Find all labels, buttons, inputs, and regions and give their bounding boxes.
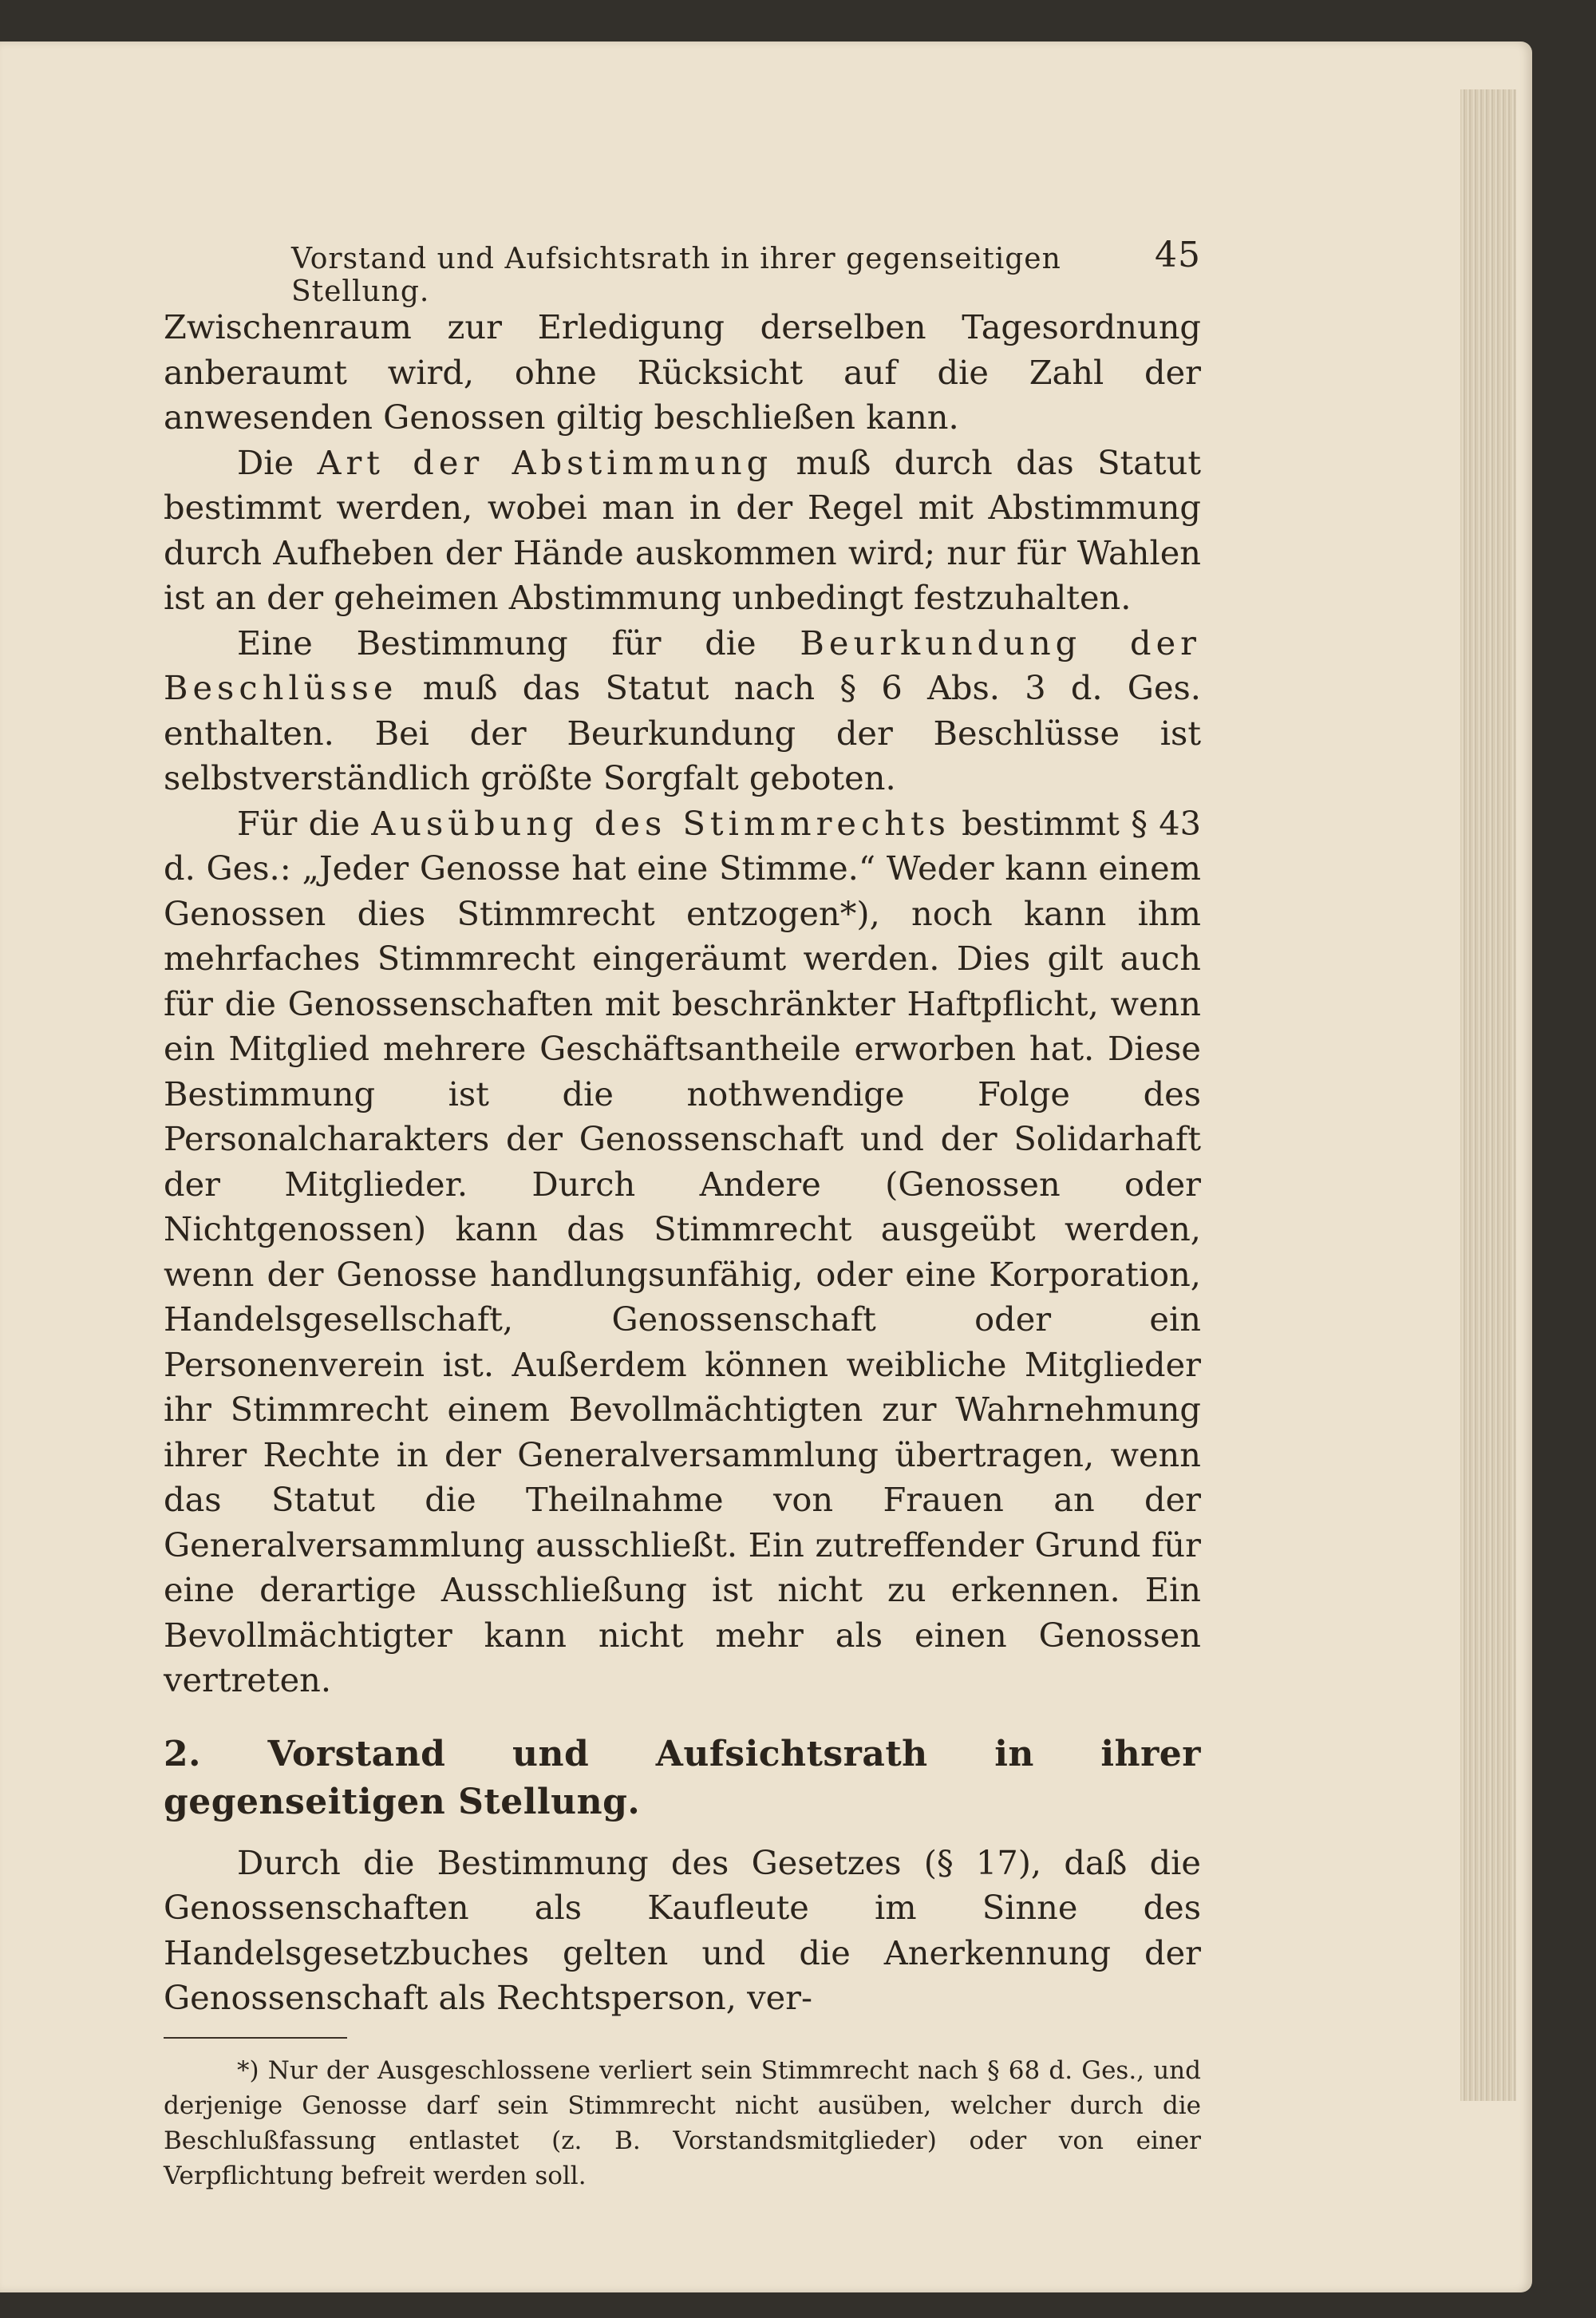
paragraph-3-emphasis: Beurkundung der Beschlüsse <box>164 623 1201 707</box>
paragraph-4-start: Für die <box>237 803 372 843</box>
paragraph-3-rest: muß das Statut nach § 6 Abs. 3 d. Ges. enthalten. Bei der Beurkundung der Beschlüsse ist selbstverständlich größte Sorgfalt geboten. <box>164 668 1201 797</box>
paragraph-4-rest: bestimmt § 43 d. Ges.: „Jeder Genosse hat eine Stimme.“ Weder kann einem Genossen dies Stimmrecht entzogen*), noch kann ihm mehrfaches Stimmrecht eingeräumt werden. Dies gilt auch für die Genossenschaften mit beschränkter Haftpflicht, wenn ein Mitglied mehrere Geschäftsantheile erworben hat. Diese Bestimmung ist die nothwendige Folge des Personalcharakters der Genossenschaft und der Solidarhaft der Mitglieder. Durch Andere (Genossen oder Nichtgenossen) kann das Stimmrecht ausgeübt werden, wenn der Genosse handlungsunfähig, oder eine Korporation, Handelsgesellschaft, Genossenschaft oder ein Personenverein ist. Außerdem können weibliche Mitglieder ihr Stimmrecht einem Bevollmächtigten zur Wahrnehmung ihrer Rechte in der Generalversammlung übertragen, wenn das Statut die Theilnahme von Frauen an der Generalversammlung ausschließt. Ein zutreffender Grund für eine derartige Ausschließung ist nicht zu erkennen. Ein Bevollmächtigter kann nicht mehr als einen Genossen vertreten. <box>164 803 1201 1699</box>
footnote-text: *) Nur der Ausgeschlossene verliert sein Stimmrecht nach § 68 d. Ges., und derjenige Genosse darf sein Stimmrecht nicht ausüben, welcher durch die Beschlußfassung entlastet (z. B. Vorstandsmitglieder) oder von einer Verpflichtung befreit werden soll. <box>164 2055 1201 2190</box>
paragraph-4-emphasis: Ausübung des Stimmrechts <box>371 803 950 843</box>
text-block <box>164 231 1201 2193</box>
page-edges <box>1460 89 1516 2101</box>
paragraph-3 <box>164 621 1201 801</box>
paragraph-2-rest: muß durch das Statut bestimmt werden, wobei man in der Regel mit Abstimmung durch Aufheben der Hände auskommen wird; nur für Wahlen ist an der geheimen Abstimmung unbedingt festzuhalten. <box>164 442 1201 617</box>
footnote-rule <box>164 2037 347 2039</box>
body-text <box>164 305 1201 2021</box>
page-number: 45 <box>1155 235 1201 275</box>
paragraph-2-start: Die <box>237 442 318 482</box>
running-title: Vorstand und Aufsichtsrath in ihrer gegenseitigen Stellung. <box>291 243 1061 308</box>
footnotes <box>164 2053 1201 2193</box>
running-head <box>164 231 1201 308</box>
paragraph-1: Zwischenraum zur Erledigung derselben Tagesordnung anberaumt wird, ohne Rücksicht auf die Zahl der anwesenden Genossen giltig beschließen kann. <box>164 307 1201 437</box>
paragraph-3-start: Eine Bestimmung für die <box>237 623 800 663</box>
section-heading: 2. Vorstand und Aufsichtsrath in ihrer gegenseitigen Stellung. <box>164 1733 1201 1822</box>
paragraph-2 <box>164 441 1201 621</box>
paragraph-2-emphasis: Art der Abstimmung <box>317 442 773 482</box>
paragraph-5: Durch die Bestimmung des Gesetzes (§ 17), daß die Genossenschaften als Kaufleute im Sinne des Handelsgesetzbuches gelten und die Anerkennung der Genossenschaft als Rechtsperson, ver- <box>164 1842 1201 2017</box>
paragraph-4 <box>164 801 1201 1703</box>
